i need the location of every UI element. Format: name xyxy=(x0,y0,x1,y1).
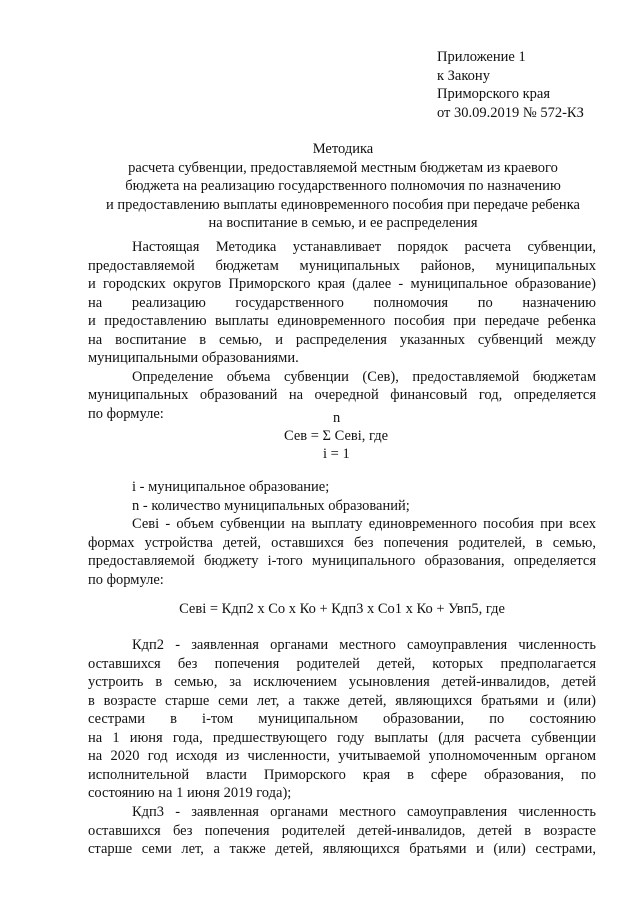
formula-upper-limit: n xyxy=(333,410,341,426)
text-line: на реализацию государственного полномочия по назначению xyxy=(88,294,596,311)
formula-sevi: Севi = Кдп2 x Со x Ко + Кдп3 x Со1 x Ко + Увп5, где xyxy=(179,601,505,617)
intro-paragraphs xyxy=(88,238,596,423)
definitions xyxy=(88,478,596,589)
title-line: на воспитание в семью, и ее распределения xyxy=(208,215,478,231)
text-line: Севi - объем субвенции на выплату единовременного пособия при всех xyxy=(132,516,596,532)
appendix-line: от 30.09.2019 № 572-КЗ xyxy=(437,104,584,121)
paragraph-kdp2 xyxy=(88,636,596,803)
text-line: и предоставлению выплаты единовременного пособия при передаче ребенка xyxy=(88,313,596,329)
text-line: на воспитание в семью, и распределения указанных субвенций между xyxy=(88,331,596,348)
formula-lower-limit: i = 1 xyxy=(323,446,350,462)
text-line: Кдп3 - заявленная органами местного самоуправления численность xyxy=(132,804,596,820)
appendix-header xyxy=(437,48,584,122)
text-line: в возрасте старше семи лет, а также детей, являющихся братьями и (или) xyxy=(88,692,596,709)
title-line: расчета субвенции, предоставляемой местным бюджетам из краевого xyxy=(128,159,558,176)
text-line: i - муниципальное образование; xyxy=(132,479,330,495)
text-line: Кдп2 - заявленная органами местного самоуправления численность xyxy=(132,637,596,653)
text-line: устроить в семью, за исключением усыновления детей-инвалидов, детей xyxy=(88,674,596,690)
text-line: старше семи лет, а также детей, являющихся братьями и (или) сестрами, xyxy=(88,841,596,857)
appendix-line: Приложение 1 xyxy=(437,49,526,65)
text-line: сестрами в i-том муниципальном образовании, по состоянию xyxy=(88,711,596,727)
text-line: по формуле: xyxy=(88,405,164,422)
text-line: на 2020 год исходя из численности, учитываемой уполномоченным органом xyxy=(88,748,596,764)
text-line: n - количество муниципальных образований; xyxy=(132,497,410,514)
title-line: и предоставлению выплаты единовременного пособия при передаче ребенка xyxy=(106,196,580,213)
text-line: Настоящая Методика устанавливает порядок расчета субвенции, xyxy=(132,239,596,255)
formula-expression: Сев = Σ Севi, где xyxy=(284,428,389,444)
text-line: муниципальных образований на очередной финансовый год, определяется xyxy=(88,387,596,403)
text-line: и городских округов Приморского края (далее - муниципальное образование) xyxy=(88,276,596,292)
text-line: предоставляемой бюджету i-того муниципального образования, определяется xyxy=(88,553,596,569)
text-line: формах устройства детей, оставшихся без попечения родителей, в семью, xyxy=(88,534,596,551)
appendix-line: Приморского края xyxy=(437,86,551,102)
text-line: оставшихся без попечения родителей детей, которых предполагается xyxy=(88,655,596,672)
text-line: предоставляемой бюджетам муниципальных районов, муниципальных xyxy=(88,257,596,274)
text-line: муниципальными образованиями. xyxy=(88,350,299,366)
text-line: Определение объема субвенции (Сев), предоставляемой бюджетам xyxy=(132,368,596,385)
title-line: Методика xyxy=(312,141,374,157)
title-line: бюджета на реализацию государственного полномочия по назначению xyxy=(125,178,561,194)
document-title xyxy=(88,140,598,233)
text-line: оставшихся без попечения родителей детей-инвалидов, детей в возрасте xyxy=(88,822,596,839)
paragraph-kdp3 xyxy=(88,803,596,859)
text-line: исполнительной власти Приморского края в сфере образования, по xyxy=(88,766,596,783)
appendix-line: к Закону xyxy=(437,67,490,84)
text-line: на 1 июня года, предшествующего году выплаты (для расчета субвенции xyxy=(88,729,596,746)
text-line: состоянию на 1 июня 2019 года); xyxy=(88,785,292,801)
text-line: по формуле: xyxy=(88,571,164,588)
